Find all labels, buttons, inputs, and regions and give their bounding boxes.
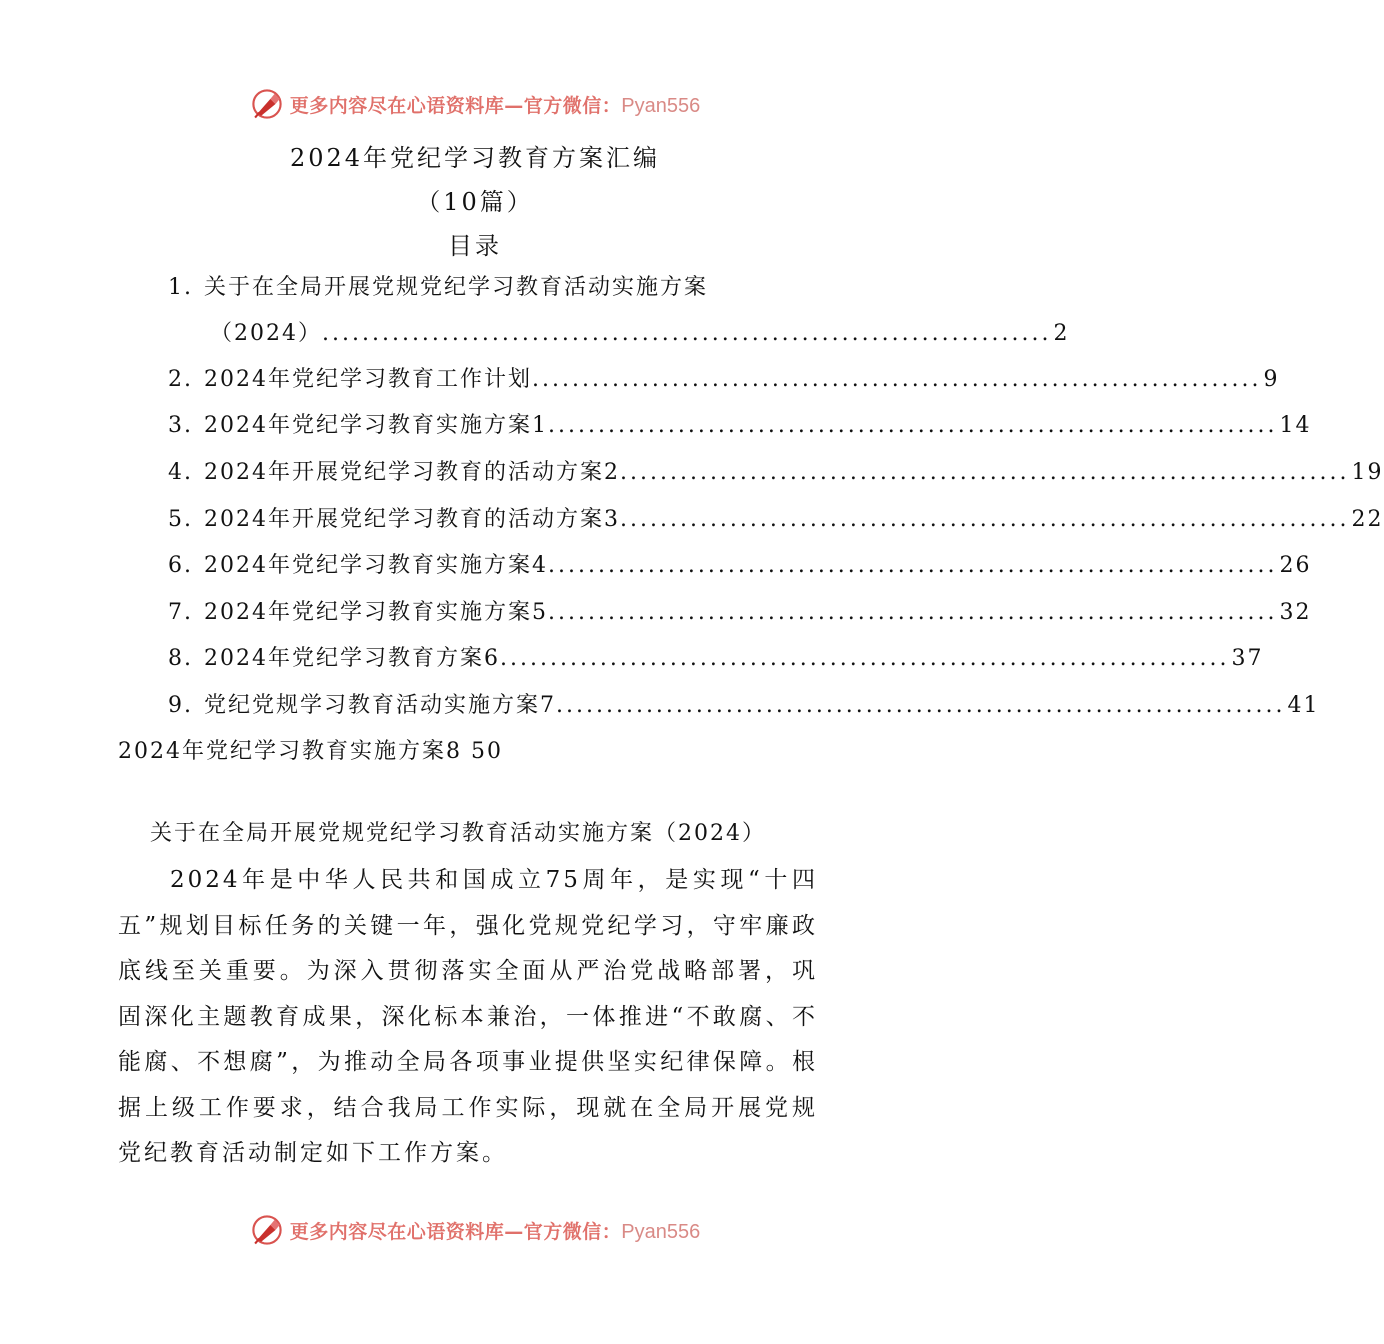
toc-number: 9. — [168, 693, 193, 718]
toc-label: 党纪党规学习教育活动实施方案7 — [204, 693, 556, 718]
toc-label: （2024） — [210, 321, 322, 346]
body-paragraph: 2024年是中华人民共和国成立75周年，是实现“十四五”规划目标任务的关键一年，强化党规党纪学习，守牢廉政底线至关重要。为深入贯彻落实全面从严治党战略部署，巩固深化主题教育成果，深化标本兼治，一体推进“不敢腐、不能腐、不想腐”，为推动全局各项事业提供坚实纪律保障。根据上级工作要求，结合我局工作实际，现就在全局开展党规党纪教育活动制定如下工作方案。 — [118, 867, 818, 1166]
toc-leader-dots: ......................................................................... — [548, 600, 1278, 625]
toc-item-7[interactable] — [168, 595, 1312, 629]
toc-page-number: 37 — [1231, 646, 1264, 671]
toc-leader-dots: ......................................................................... — [620, 460, 1350, 485]
toc-item-4[interactable] — [168, 455, 1384, 489]
toc-item-1-continuation[interactable] — [210, 316, 1070, 350]
toc-leader-dots: ......................................................................... — [322, 321, 1052, 346]
wechat-id: Pyan556 — [621, 94, 701, 117]
toc-page-number: 19 — [1351, 460, 1384, 485]
toc-label: 2024年党纪学习教育工作计划 — [204, 367, 532, 392]
toc-label: 2024年开展党纪学习教育的活动方案2 — [204, 460, 620, 485]
toc-label: 2024年党纪学习教育实施方案5 — [204, 600, 548, 625]
toc-item-3[interactable] — [168, 408, 1312, 442]
toc-item-10[interactable]: 2024年党纪学习教育实施方案8 50 — [118, 739, 503, 764]
toc-item-5[interactable] — [168, 502, 1384, 536]
toc-number: 4. — [168, 460, 193, 485]
toc-item-2[interactable] — [168, 362, 1280, 396]
toc-label: 2024年开展党纪学习教育的活动方案3 — [204, 507, 620, 532]
pen-nib-logo-icon — [250, 87, 284, 121]
banner-content — [250, 1213, 700, 1247]
toc-number: 6. — [168, 553, 193, 578]
toc-page-number: 26 — [1279, 553, 1312, 578]
toc-label-line1: 关于在全局开展党规党纪学习教育活动实施方案 — [204, 275, 709, 300]
banner-label: 更多内容尽在心语资料库—官方微信： — [289, 94, 622, 117]
toc-heading: 目录 — [448, 232, 502, 260]
toc-number: 7. — [168, 600, 193, 625]
toc-page-number: 14 — [1279, 413, 1312, 438]
footer-banner — [0, 1210, 950, 1250]
toc-number: 8. — [168, 646, 193, 671]
toc-page-number: 9 — [1263, 367, 1280, 392]
toc-number: 3. — [168, 413, 193, 438]
toc-label: 2024年党纪学习教育方案6 — [204, 646, 500, 671]
banner-content — [250, 87, 700, 121]
toc-number: 2. — [168, 367, 193, 392]
toc-leader-dots: ......................................................................... — [500, 646, 1230, 671]
toc-leader-dots: ......................................................................... — [620, 507, 1350, 532]
document-subtitle: （10篇） — [416, 188, 534, 216]
pen-nib-logo-icon — [250, 1213, 284, 1247]
wechat-id: Pyan556 — [621, 1220, 701, 1243]
toc-leader-dots: ......................................................................... — [532, 367, 1262, 392]
toc-page-number: 22 — [1351, 507, 1384, 532]
toc-label: 2024年党纪学习教育实施方案4 — [204, 553, 548, 578]
toc-label: 2024年党纪学习教育实施方案1 — [204, 413, 548, 438]
banner-label: 更多内容尽在心语资料库—官方微信： — [289, 1220, 622, 1243]
section-title: 关于在全局开展党规党纪学习教育活动实施方案（2024） — [150, 821, 766, 846]
toc-leader-dots: ......................................................................... — [548, 413, 1278, 438]
toc-item-6[interactable] — [168, 548, 1312, 582]
toc-number: 1. — [168, 275, 193, 300]
toc-page-number: 2 — [1053, 321, 1070, 346]
header-banner — [0, 84, 950, 124]
document-title: 2024年党纪学习教育方案汇编 — [289, 144, 661, 172]
toc-page-number: 32 — [1279, 600, 1312, 625]
toc-page-number: 41 — [1287, 693, 1320, 718]
toc-leader-dots: ......................................................................... — [548, 553, 1278, 578]
toc-leader-dots: ......................................................................... — [556, 693, 1286, 718]
toc-item-9[interactable] — [168, 688, 1320, 722]
toc-item-8[interactable] — [168, 641, 1264, 675]
banner-text — [290, 1217, 700, 1244]
toc-number: 5. — [168, 507, 193, 532]
banner-text — [290, 91, 700, 118]
toc-item-1[interactable] — [168, 270, 780, 304]
